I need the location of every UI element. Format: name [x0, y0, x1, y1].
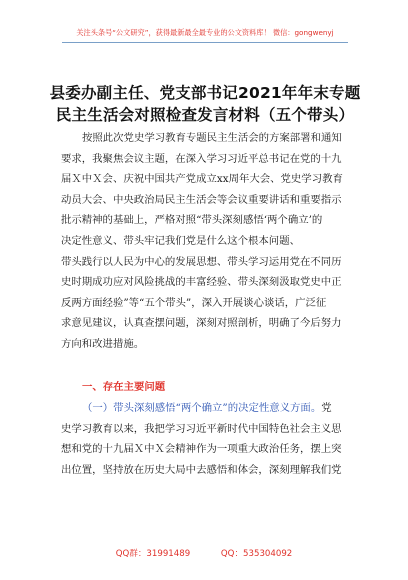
title-line-2: 民主生活会对照检查发言材料（五个带头） — [55, 106, 355, 124]
subheading-line — [61, 398, 351, 419]
paragraph-line: 方向和改进措施。 — [61, 337, 145, 350]
header-banner[interactable]: 关注头条号“公文研究”，获得最新最全最专业的公文资料库！ 微信：gongwenyj — [76, 28, 334, 37]
footer-qq-group: QQ群：31991489 — [115, 549, 191, 559]
footer-contact — [0, 547, 408, 559]
paragraph-line: 出位置，坚持放在历史大局中去感悟和体会，深刻理解我们党 — [61, 463, 342, 476]
document-title — [40, 82, 370, 126]
paragraph-line: 决定性意义、带头牢记我们党是什么这个根本问题、 — [61, 234, 300, 247]
intro-paragraph — [61, 128, 351, 355]
paragraph-line: 反两方面经验”等“五个带头”，深入开展谈心谈话，广泛征 — [61, 296, 327, 309]
paragraph-line: 带头践行以人民为中心的发展思想、带头学习运用党在不同历 — [61, 255, 342, 268]
paragraph-line: 批示精神的基础上，严格对照“带头深刻感悟‘两个确立’的 — [61, 214, 323, 227]
header-divider — [62, 42, 348, 43]
paragraph-line: 想和党的十九届Ｘ中Ｘ会精神作为一项重大政治任务，摆上突 — [61, 443, 342, 456]
paragraph-line: 史学习教育以来，我把学习习近平新时代中国特色社会主义思 — [61, 422, 342, 435]
title-line-1: 县委办副主任、党支部书记2021年年末专题 — [49, 84, 361, 102]
paragraph-line: 动员大会、中央政治局民主生活会等会议重要讲话和重要指示 — [61, 193, 342, 206]
section-heading-problems: 一、存在主要问题 — [82, 381, 166, 393]
paragraph-line: 届Ｘ中Ｘ会、庆祝中国共产党成立xx周年大会、党史学习教育 — [61, 173, 343, 186]
paragraph-line: 求意见建议，认真查摆问题，深刻对照剖析，明确了今后努力 — [61, 317, 342, 330]
subheading-tail: 党 — [321, 402, 332, 414]
subheading-text: （一）带头深刻感悟“两个确立”的决定性意义方面。 — [82, 402, 322, 414]
paragraph-line: 史时期成功应对风险挑战的丰富经验、带头深刻汲取党史中正 — [61, 276, 342, 289]
paragraph-line: 要求，我聚焦会议主题，在深入学习习近平总书记在党的十九 — [61, 152, 342, 165]
section1-paragraph — [61, 398, 351, 480]
paragraph-line: 按照此次党史学习教育专题民主生活会的方案部署和通知 — [82, 132, 342, 144]
footer-qq: QQ：535304092 — [220, 549, 293, 559]
